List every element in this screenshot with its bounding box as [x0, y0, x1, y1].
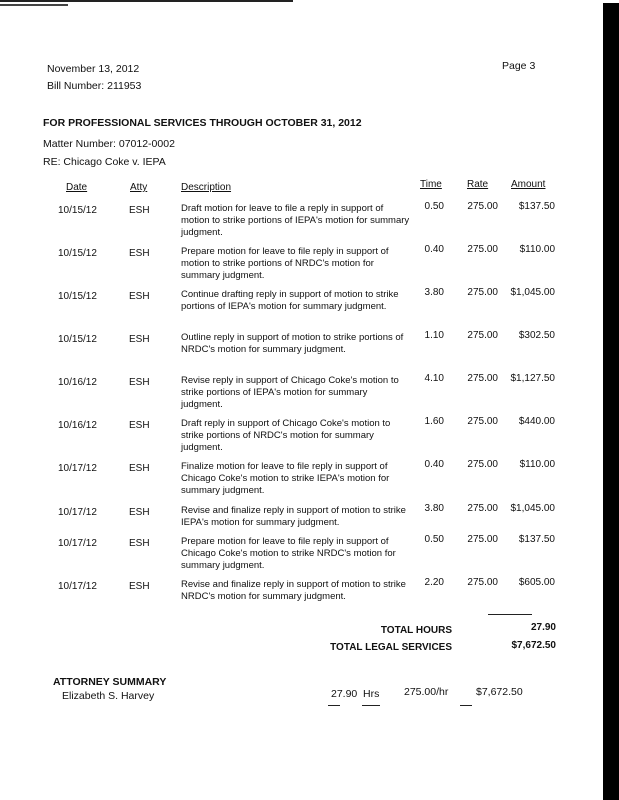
entry-amount: $110.00: [519, 459, 555, 470]
entry-date: 10/17/12: [58, 538, 97, 549]
entry-date: 10/15/12: [58, 334, 97, 345]
entry-amount: $605.00: [518, 577, 555, 588]
entry-description: Revise reply in support of Chicago Coke's motion to strike portions of IEPA's motion for summary judgment.: [181, 375, 399, 410]
entry-description: Finalize motion for leave to file reply in support of Chicago Coke's motion to strike IEPA's motion for summary judgment.: [181, 461, 390, 496]
total-separator-line: [488, 614, 532, 615]
entry-date: 10/17/12: [58, 581, 97, 592]
entry-rate: 275.00: [467, 534, 498, 545]
entry-time: 3.80: [424, 503, 444, 514]
entry-time: 0.40: [424, 244, 444, 255]
entry-atty: ESH: [129, 334, 150, 345]
entry-date: 10/17/12: [58, 463, 97, 474]
entry-date: 10/16/12: [58, 377, 97, 388]
entry-rate: 275.00: [467, 459, 498, 470]
entry-amount: $440.00: [518, 416, 555, 427]
page-number: Page 3: [502, 60, 536, 72]
entry-amount: $137.50: [518, 201, 555, 212]
entry-time: 0.50: [424, 534, 444, 545]
entry-atty: ESH: [129, 420, 150, 431]
re-line: RE: Chicago Coke v. IEPA: [43, 156, 166, 168]
entry-rate: 275.00: [467, 503, 498, 514]
entry-rate: 275.00: [467, 330, 498, 341]
entry-date: 10/15/12: [58, 291, 97, 302]
entry-description: Draft motion for leave to file a reply in support of motion to strike portions of IEPA's motion for summary judgment.: [181, 203, 410, 238]
entry-rate: 275.00: [467, 244, 498, 255]
entry-amount: $1,127.50: [510, 373, 555, 384]
entry-amount: $137.50: [518, 534, 555, 545]
col-header-description: Description: [181, 182, 232, 193]
col-header-date: Date: [66, 182, 88, 193]
attorney-amount: $7,672.50: [476, 686, 523, 698]
attorney-summary-title: ATTORNEY SUMMARY: [53, 676, 167, 688]
summary-underline: [460, 705, 472, 706]
col-header-time: Time: [420, 179, 442, 190]
entry-rate: 275.00: [467, 287, 498, 298]
entry-atty: ESH: [129, 248, 150, 259]
entry-description: Revise and finalize reply in support of motion to strike NRDC's motion for summary judgment.: [181, 579, 406, 602]
total-hours-value: 27.90: [530, 622, 556, 633]
bill-number: Bill Number: 211953: [47, 80, 142, 92]
attorney-rate: 275.00/hr: [404, 686, 449, 698]
col-header-rate: Rate: [467, 179, 489, 190]
total-legal-services-label: TOTAL LEGAL SERVICES: [330, 642, 452, 653]
attorney-hours: 27.90: [331, 688, 358, 700]
entry-time: 1.10: [424, 330, 444, 341]
entry-description: Revise and finalize reply in support of motion to strike IEPA's motion for summary judgment.: [181, 505, 406, 528]
summary-underline: [328, 705, 340, 706]
summary-underline: [362, 705, 380, 706]
entry-rate: 275.00: [467, 373, 498, 384]
matter-number: Matter Number: 07012-0002: [43, 138, 175, 150]
attorney-name: Elizabeth S. Harvey: [62, 690, 155, 702]
entry-date: 10/15/12: [58, 205, 97, 216]
total-hours-label: TOTAL HOURS: [380, 625, 452, 636]
entry-description: Prepare motion for leave to file reply in support of motion to strike portions of NRDC's motion for summary judgment.: [181, 246, 389, 281]
entry-time: 0.40: [424, 459, 444, 470]
entry-rate: 275.00: [467, 577, 498, 588]
entry-description: Outline reply in support of motion to strike portions of NRDC's motion for summary judgment.: [181, 332, 404, 355]
entry-description: Draft reply in support of Chicago Coke's motion to strike portions of NRDC's motion for summary judgment.: [181, 418, 391, 453]
scan-edge-bar: [603, 3, 619, 800]
entry-date: 10/16/12: [58, 420, 97, 431]
col-header-atty: Atty: [130, 182, 148, 193]
entry-time: 1.60: [424, 416, 444, 427]
section-title: FOR PROFESSIONAL SERVICES THROUGH OCTOBER 31, 2012: [43, 117, 362, 129]
entry-amount: $302.50: [518, 330, 555, 341]
scan-edge-line: [0, 0, 293, 2]
attorney-hours-unit: Hrs: [363, 688, 380, 700]
entry-atty: ESH: [129, 377, 150, 388]
entry-rate: 275.00: [467, 201, 498, 212]
entry-time: 0.50: [424, 201, 444, 212]
entry-date: 10/15/12: [58, 248, 97, 259]
entry-amount: $110.00: [519, 244, 555, 255]
total-legal-services-value: $7,672.50: [511, 640, 556, 651]
entry-atty: ESH: [129, 538, 150, 549]
entry-time: 3.80: [424, 287, 444, 298]
col-header-amount: Amount: [511, 179, 546, 190]
entry-date: 10/17/12: [58, 507, 97, 518]
scan-edge-line: [0, 4, 68, 6]
entry-amount: $1,045.00: [510, 287, 555, 298]
entry-description: Continue drafting reply in support of motion to strike portions of IEPA's motion for summary judgment.: [181, 289, 399, 312]
entry-atty: ESH: [129, 205, 150, 216]
invoice-date: November 13, 2012: [47, 63, 140, 75]
entry-atty: ESH: [129, 463, 150, 474]
entry-rate: 275.00: [467, 416, 498, 427]
entry-time: 4.10: [424, 373, 444, 384]
entry-description: Prepare motion for leave to file reply in support of Chicago Coke's motion to strike NRDC's motion for summary judgment.: [181, 536, 396, 571]
entry-atty: ESH: [129, 507, 150, 518]
entry-atty: ESH: [129, 581, 150, 592]
entry-amount: $1,045.00: [510, 503, 555, 514]
entry-time: 2.20: [424, 577, 444, 588]
entry-atty: ESH: [129, 291, 150, 302]
